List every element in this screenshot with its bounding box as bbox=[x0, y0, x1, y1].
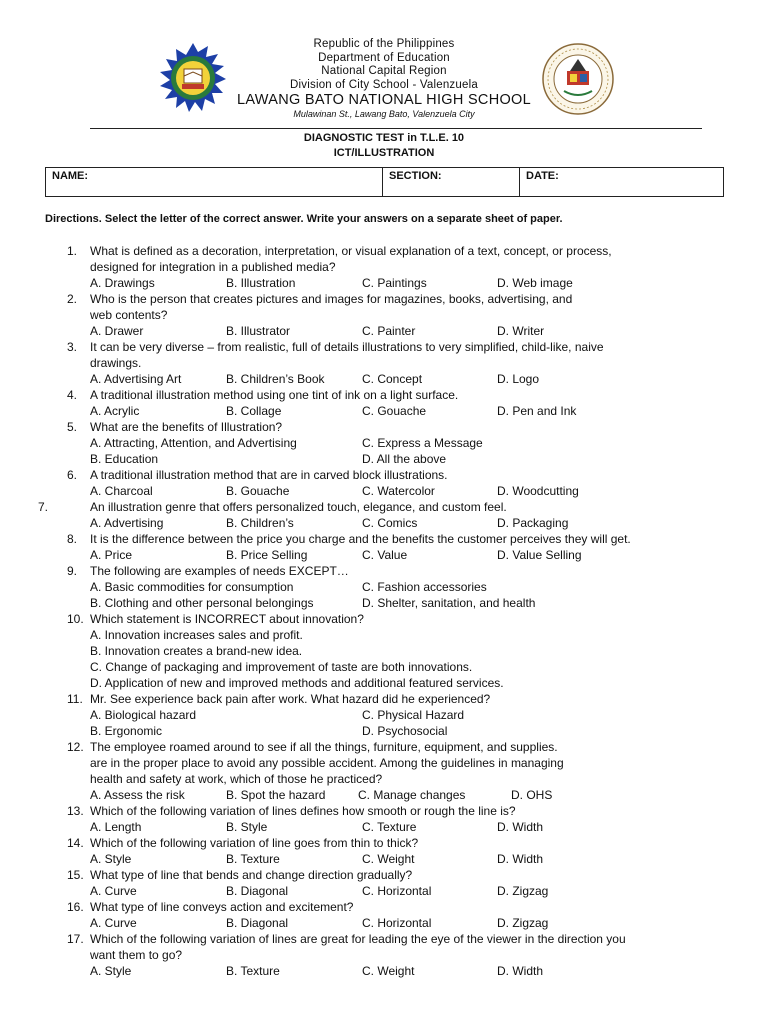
question-text: Which of the following variation of lines defines how smooth or rough the line is? bbox=[90, 804, 516, 818]
answer-option: D. Width bbox=[497, 820, 544, 834]
options-row bbox=[0, 659, 768, 675]
header-line: Division of City School - Valenzuela bbox=[290, 78, 478, 91]
question-item bbox=[0, 339, 768, 371]
test-subject: ICT/ILLUSTRATION bbox=[333, 147, 435, 159]
answer-option: D. Pen and Ink bbox=[497, 404, 577, 418]
answer-option: D. All the above bbox=[362, 452, 447, 466]
answer-option: A. Biological hazard bbox=[90, 708, 197, 722]
options-row bbox=[0, 403, 768, 419]
answer-option: A. Length bbox=[90, 820, 142, 834]
answer-option: C. Value bbox=[362, 548, 408, 562]
answer-option: A. Advertising Art bbox=[90, 372, 182, 386]
answer-option: A. Drawings bbox=[90, 276, 155, 290]
answer-option: C. Express a Message bbox=[362, 436, 483, 450]
question-number: 10. bbox=[67, 612, 84, 626]
answer-option: C. Gouache bbox=[362, 404, 427, 418]
answer-option: B. Diagonal bbox=[226, 916, 289, 930]
answer-option: A. Drawer bbox=[90, 324, 144, 338]
answer-option: D. Application of new and improved methods and additional featured services. bbox=[90, 676, 504, 690]
answer-option: C. Weight bbox=[362, 964, 415, 978]
header-divider bbox=[90, 128, 702, 129]
question-item bbox=[0, 739, 768, 787]
answer-option: D. OHS bbox=[511, 788, 553, 802]
question-item bbox=[0, 243, 768, 275]
answer-option: C. Physical Hazard bbox=[362, 708, 465, 722]
question-item bbox=[0, 611, 768, 627]
answer-option: B. Illustration bbox=[226, 276, 296, 290]
answer-option: C. Horizontal bbox=[362, 884, 432, 898]
question-text: want them to go? bbox=[90, 948, 183, 962]
options-row bbox=[0, 515, 768, 531]
question-item bbox=[0, 867, 768, 883]
question-item bbox=[0, 387, 768, 403]
answer-option: A. Style bbox=[90, 852, 132, 866]
answer-option: A. Price bbox=[90, 548, 133, 562]
header-line: National Capital Region bbox=[321, 65, 447, 77]
answer-option: A. Acrylic bbox=[90, 404, 140, 418]
answer-option: C. Texture bbox=[362, 820, 417, 834]
question-text: Which statement is INCORRECT about innovation? bbox=[90, 612, 364, 626]
question-text: What type of line that bends and change direction gradually? bbox=[90, 868, 413, 882]
question-number: 14. bbox=[67, 836, 84, 850]
answer-option: D. Value Selling bbox=[497, 548, 582, 562]
options-row bbox=[0, 723, 768, 739]
section-field[interactable]: SECTION: bbox=[383, 168, 520, 196]
answer-option: B. Spot the hazard bbox=[226, 788, 326, 802]
answer-option: A. Assess the risk bbox=[90, 788, 185, 802]
question-number: 11. bbox=[67, 692, 83, 706]
options-row bbox=[0, 787, 768, 803]
question-number: 15. bbox=[67, 868, 84, 882]
answer-option: D. Packaging bbox=[497, 516, 569, 530]
question-number: 17. bbox=[67, 932, 84, 946]
answer-option: B. Gouache bbox=[226, 484, 290, 498]
answer-option: C. Change of packaging and improvement of taste are both innovations. bbox=[90, 660, 473, 674]
answer-option: B. Clothing and other personal belongings bbox=[90, 596, 314, 610]
question-text: It is the difference between the price you charge and the benefits the customer perceives they will get. bbox=[90, 532, 631, 546]
options-row bbox=[0, 595, 768, 611]
question-text: The employee roamed around to see if all the things, furniture, equipment, and supplies. bbox=[90, 740, 558, 754]
answer-option: D. Web image bbox=[497, 276, 573, 290]
options-row bbox=[0, 435, 768, 451]
answer-option: B. Children’s Book bbox=[226, 372, 325, 386]
question-text: designed for integration in a published media? bbox=[90, 260, 336, 274]
options-row bbox=[0, 451, 768, 467]
options-row bbox=[0, 627, 768, 643]
answer-option: D. Width bbox=[497, 964, 544, 978]
question-text: What type of line conveys action and excitement? bbox=[90, 900, 354, 914]
question-number: 8. bbox=[67, 532, 78, 546]
answer-option: C. Paintings bbox=[362, 276, 427, 290]
answer-option: A. Innovation increases sales and profit. bbox=[90, 628, 303, 642]
options-row bbox=[0, 547, 768, 563]
answer-option: B. Collage bbox=[226, 404, 282, 418]
name-field[interactable]: NAME: bbox=[46, 168, 383, 196]
options-row bbox=[0, 643, 768, 659]
options-row bbox=[0, 707, 768, 723]
question-number: 6. bbox=[67, 468, 78, 482]
answer-option: B. Texture bbox=[226, 852, 280, 866]
question-text: Mr. See experience back pain after work. What hazard did he experienced? bbox=[90, 692, 491, 706]
answer-option: D. Logo bbox=[497, 372, 540, 386]
question-item bbox=[0, 531, 768, 547]
question-item bbox=[0, 499, 768, 515]
question-number: 2. bbox=[67, 292, 78, 306]
header-line: Department of Education bbox=[318, 51, 450, 64]
answer-option: D. Zigzag bbox=[497, 884, 549, 898]
question-item bbox=[0, 467, 768, 483]
answer-option: B. Education bbox=[90, 452, 159, 466]
question-text: are in the proper place to avoid any possible accident. Among the guidelines in managing bbox=[90, 756, 564, 770]
answer-option: C. Fashion accessories bbox=[362, 580, 487, 594]
question-item bbox=[0, 563, 768, 579]
question-item bbox=[0, 803, 768, 819]
question-number: 3. bbox=[67, 340, 78, 354]
test-title-block bbox=[0, 131, 768, 161]
question-number: 4. bbox=[67, 388, 78, 402]
answer-option: D. Psychosocial bbox=[362, 724, 448, 738]
answer-option: C. Weight bbox=[362, 852, 415, 866]
question-text: What are the benefits of Illustration? bbox=[90, 420, 283, 434]
date-field[interactable]: DATE: bbox=[526, 170, 559, 182]
question-item bbox=[0, 291, 768, 323]
question-item bbox=[0, 419, 768, 435]
answer-option: B. Texture bbox=[226, 964, 280, 978]
question-text: Who is the person that creates pictures and images for magazines, books, advertising, and bbox=[90, 292, 573, 306]
test-title: DIAGNOSTIC TEST in T.L.E. 10 bbox=[303, 132, 465, 144]
question-item bbox=[0, 899, 768, 915]
question-text: An illustration genre that offers personalized touch, elegance, and custom feel. bbox=[90, 500, 507, 514]
question-item bbox=[0, 835, 768, 851]
answer-option: B. Style bbox=[226, 820, 268, 834]
answer-option: D. Writer bbox=[497, 324, 545, 338]
header-line: Republic of the Philippines bbox=[313, 38, 455, 50]
question-number: 16. bbox=[67, 900, 84, 914]
answer-option: B. Children’s bbox=[226, 516, 294, 530]
question-number: 1. bbox=[67, 244, 78, 258]
header-block bbox=[0, 38, 768, 120]
question-text: Which of the following variation of lines are great for leading the eye of the viewer in the direction you bbox=[90, 932, 626, 946]
question-number: 13. bbox=[67, 804, 84, 818]
question-text: drawings. bbox=[90, 356, 142, 370]
answer-option: C. Horizontal bbox=[362, 916, 432, 930]
answer-option: B. Innovation creates a brand-new idea. bbox=[90, 644, 303, 658]
answer-option: B. Price Selling bbox=[226, 548, 308, 562]
question-list bbox=[0, 243, 768, 979]
answer-option: C. Painter bbox=[362, 324, 416, 338]
answer-option: A. Charcoal bbox=[90, 484, 153, 498]
answer-option: A. Curve bbox=[90, 884, 137, 898]
answer-option: C. Watercolor bbox=[362, 484, 435, 498]
answer-option: A. Style bbox=[90, 964, 132, 978]
answer-option: B. Diagonal bbox=[226, 884, 289, 898]
answer-option: B. Ergonomic bbox=[90, 724, 163, 738]
options-row bbox=[0, 915, 768, 931]
question-text: Which of the following variation of line goes from thin to thick? bbox=[90, 836, 419, 850]
answer-option: C. Manage changes bbox=[358, 788, 466, 802]
question-number: 7. bbox=[38, 500, 49, 514]
answer-option: D. Woodcutting bbox=[497, 484, 579, 498]
options-row bbox=[0, 675, 768, 691]
options-row bbox=[0, 819, 768, 835]
question-item bbox=[0, 691, 768, 707]
question-text: A traditional illustration method that are in carved block illustrations. bbox=[90, 468, 448, 482]
options-row bbox=[0, 371, 768, 387]
question-number: 9. bbox=[67, 564, 78, 578]
options-row bbox=[0, 275, 768, 291]
answer-option: D. Width bbox=[497, 852, 544, 866]
question-item bbox=[0, 931, 768, 963]
question-text: web contents? bbox=[90, 308, 168, 322]
answer-option: A. Advertising bbox=[90, 516, 164, 530]
options-row bbox=[0, 483, 768, 499]
answer-option: C. Concept bbox=[362, 372, 423, 386]
question-number: 12. bbox=[67, 740, 84, 754]
options-row bbox=[0, 883, 768, 899]
question-text: It can be very diverse – from realistic, full of details illustrations to very simplified, child-like, naive bbox=[90, 340, 604, 354]
student-info-table bbox=[45, 167, 724, 197]
question-text: health and safety at work, which of those he practiced? bbox=[90, 772, 383, 786]
answer-option: A. Attracting, Attention, and Advertising bbox=[90, 436, 297, 450]
options-row bbox=[0, 579, 768, 595]
answer-option: D. Zigzag bbox=[497, 916, 549, 930]
question-text: What is defined as a decoration, interpretation, or visual explanation of a text, concept, or process, bbox=[90, 244, 612, 258]
question-number: 5. bbox=[67, 420, 78, 434]
options-row bbox=[0, 963, 768, 979]
answer-option: A. Basic commodities for consumption bbox=[90, 580, 294, 594]
directions: Directions. Select the letter of the correct answer. Write your answers on a separate sheet of paper. bbox=[45, 213, 563, 225]
question-text: A traditional illustration method using one tint of ink on a light surface. bbox=[90, 388, 459, 402]
school-name: LAWANG BATO NATIONAL HIGH SCHOOL bbox=[236, 92, 531, 108]
options-row bbox=[0, 323, 768, 339]
options-row bbox=[0, 851, 768, 867]
answer-option: A. Curve bbox=[90, 916, 137, 930]
school-address: Mulawinan St., Lawang Bato, Valenzuela City bbox=[293, 109, 475, 119]
answer-option: C. Comics bbox=[362, 516, 418, 530]
question-text: The following are examples of needs EXCEPT… bbox=[90, 564, 349, 578]
answer-option: D. Shelter, sanitation, and health bbox=[362, 596, 536, 610]
answer-option: B. Illustrator bbox=[226, 324, 291, 338]
